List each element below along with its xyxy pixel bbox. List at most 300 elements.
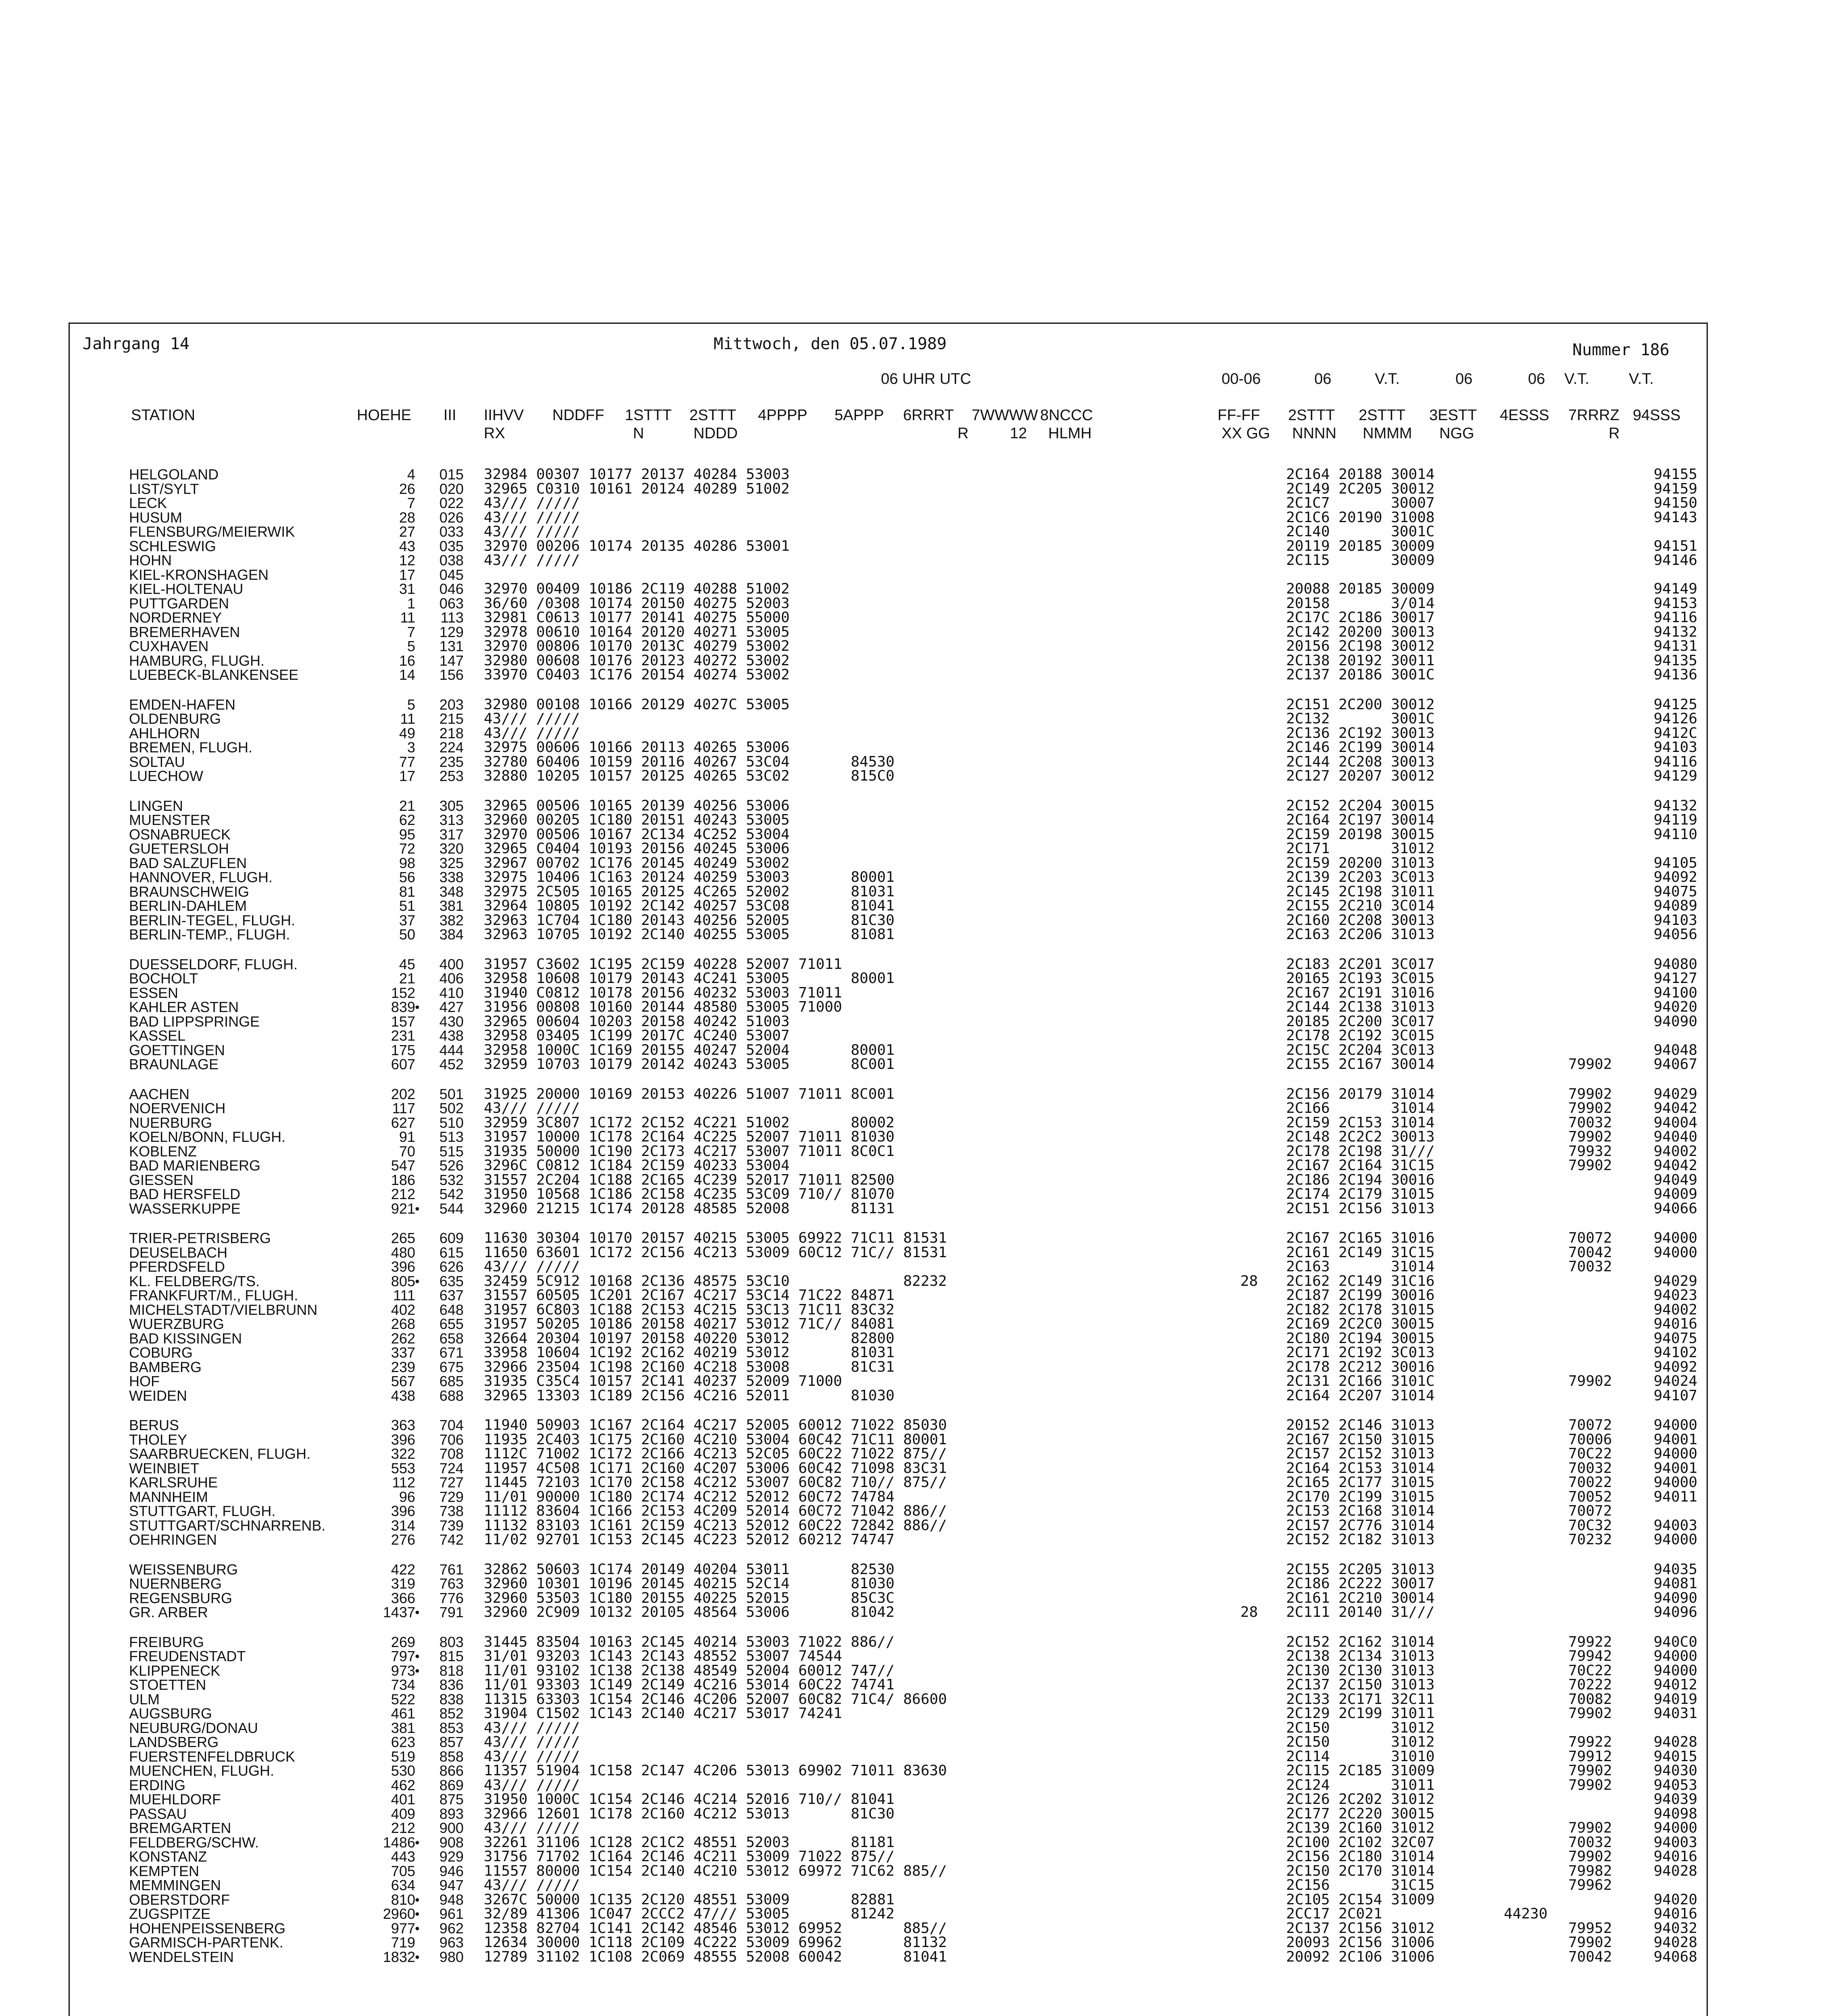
observation-groups: 32960 21215 1C174 20128 48585 52008 81131 [484, 1200, 895, 1217]
table-row [0, 1706, 1834, 1722]
station-height: 366 [391, 1589, 415, 1606]
observation-groups: 32965 C0310 10161 20124 40289 51002 [484, 480, 790, 497]
station-name: PASSAU [129, 1805, 187, 1822]
rrrz-value: 70032 [1568, 1258, 1612, 1275]
col-nddd: NDDD [693, 425, 738, 442]
table-row [0, 1562, 1834, 1578]
station-height: 43 [399, 537, 415, 554]
station-index: 510 [439, 1114, 464, 1131]
station-height: 14 [399, 666, 415, 683]
table-row [0, 481, 1834, 497]
sss-value: 94056 [1653, 926, 1697, 943]
temperature-groups: 2C155 2C205 31013 [1286, 1561, 1435, 1578]
table-row [0, 581, 1834, 597]
table-row [0, 999, 1834, 1015]
col-1sttt: 1STTT [625, 407, 672, 424]
station-index: 962 [439, 1920, 464, 1937]
station-height: 276 [391, 1531, 415, 1548]
station-name: KOBLENZ [129, 1143, 197, 1160]
station-name: BAD SALZUFLEN [129, 854, 247, 871]
temperature-groups: 2C171 2C192 3C013 [1286, 1344, 1435, 1361]
temperature-groups: 2C111 20140 31/// [1286, 1604, 1435, 1620]
table-row [0, 841, 1834, 857]
station-name: EMDEN-HAFEN [129, 696, 236, 713]
station-index: 852 [439, 1705, 464, 1722]
temperature-groups: 2C164 2C207 31014 [1286, 1387, 1435, 1404]
sss-value: 94089 [1653, 898, 1697, 914]
sss-value: 94136 [1653, 666, 1697, 683]
observation-groups: 32975 00606 10166 20113 40265 53006 [484, 739, 790, 756]
station-height: 111 [393, 1287, 415, 1304]
col-n: N [633, 425, 644, 442]
station-index: 317 [439, 826, 464, 843]
station-name: OEHRINGEN [129, 1531, 217, 1548]
rrrz-value: 70042 [1568, 1244, 1612, 1261]
station-name: STOETTEN [129, 1677, 206, 1693]
station-index: 046 [439, 581, 464, 597]
table-row [0, 1949, 1834, 1965]
table-row [0, 1373, 1834, 1389]
table-row [0, 855, 1834, 871]
temperature-groups: 2C155 2C210 3C014 [1286, 898, 1435, 914]
station-index: 637 [439, 1287, 464, 1304]
station-name: KL. FELDBERG/TS. [129, 1272, 260, 1289]
temperature-groups: 2C140 3001C [1286, 523, 1435, 540]
observation-groups: 32970 00409 10186 2C119 40288 51002 [484, 581, 790, 597]
station-height: 91 [399, 1129, 415, 1145]
observation-groups: 32965 13303 1C189 2C156 4C216 52011 81030 [484, 1387, 895, 1404]
station-index: 022 [439, 495, 464, 511]
station-index: 026 [439, 509, 464, 526]
station-height: 27 [399, 523, 415, 540]
station-height: 1486 [383, 1834, 415, 1851]
rrrz-value: 70072 [1568, 1503, 1612, 1519]
table-row [0, 1820, 1834, 1836]
observation-groups: 11357 51904 1C158 2C147 4C206 53013 69902 71011 83630 [484, 1762, 947, 1779]
sss-value: 94119 [1653, 812, 1697, 828]
sss-value: 94035 [1653, 1561, 1697, 1578]
station-index: 235 [439, 753, 464, 770]
station-index: 033 [439, 523, 464, 540]
station-index: 063 [439, 595, 464, 612]
station-name: BERLIN-DAHLEM [129, 898, 247, 914]
col-8nccc: 8NCCC [1040, 407, 1093, 424]
temperature-groups: 2C156 2C180 31014 [1286, 1848, 1435, 1865]
observation-groups: 11/02 92701 1C153 2C145 4C223 52012 60212 74747 [484, 1531, 895, 1548]
observation-groups: 32963 1C704 1C180 20143 40256 52005 81C30 [484, 912, 895, 929]
station-index: 761 [439, 1561, 464, 1578]
station-index: 156 [439, 666, 464, 683]
temperature-groups: 2C137 2C150 31013 [1286, 1677, 1435, 1693]
observation-groups: 43/// ///// [484, 1100, 580, 1116]
table-row [0, 1042, 1834, 1058]
station-name: NORDERNEY [129, 609, 222, 626]
table-row [0, 827, 1834, 843]
station-height: 5 [407, 638, 415, 654]
sss-value: 94135 [1653, 652, 1697, 669]
station-index: 113 [440, 609, 464, 626]
mountain-marker: • [415, 1605, 420, 1620]
observation-groups: 31935 50000 1C190 2C173 4C217 53007 71011 8C0C1 [484, 1143, 895, 1160]
station-name: BERLIN-TEGEL, FLUGH. [129, 912, 296, 929]
temperature-groups: 2C100 2C102 32C07 [1286, 1834, 1435, 1851]
temperature-groups: 2C159 2C153 31014 [1286, 1114, 1435, 1131]
date-label: Mittwoch, den 05.07.1989 [714, 335, 947, 353]
temperature-groups: 2C164 20188 30014 [1286, 466, 1435, 483]
rrrz-value: 70072 [1568, 1417, 1612, 1433]
temperature-groups: 2C152 2C162 31014 [1286, 1633, 1435, 1650]
sss-value: 94001 [1653, 1431, 1697, 1448]
station-height: 438 [391, 1387, 415, 1404]
temperature-groups: 2C177 2C220 30015 [1286, 1805, 1435, 1822]
observation-groups: 11112 83604 1C166 2C153 4C209 52014 60C72 71042 886// [484, 1503, 947, 1519]
observation-groups: 31957 6C803 1C188 2C153 4C215 53C13 71C11 83C32 [484, 1301, 895, 1318]
rrrz-value: 79952 [1568, 1920, 1612, 1937]
observation-groups: 31904 C1502 1C143 2C140 4C217 53017 74241 [484, 1705, 842, 1722]
station-name: MICHELSTADT/VIELBRUNN [129, 1301, 318, 1318]
temperature-groups: 2C178 2C212 30016 [1286, 1358, 1435, 1375]
sss-value: 94016 [1653, 1316, 1697, 1332]
station-height: 409 [391, 1805, 415, 1822]
sss-value: 94030 [1653, 1762, 1697, 1779]
sss-value: 94003 [1653, 1834, 1697, 1851]
station-name: GOETTINGEN [129, 1041, 225, 1058]
station-name: MEMMINGEN [129, 1877, 221, 1893]
station-name: LUECHOW [129, 768, 204, 784]
station-index: 869 [439, 1776, 464, 1793]
sss-value: 94024 [1653, 1373, 1697, 1389]
observation-groups: 32958 03405 1C199 2017C 4C240 53007 [484, 1027, 790, 1044]
station-height: 96 [399, 1488, 415, 1505]
station-index: 948 [439, 1891, 464, 1908]
observation-groups: 32970 00506 10167 2C134 4C252 53004 [484, 826, 790, 843]
station-index: 131 [439, 638, 464, 654]
station-height: 396 [391, 1258, 415, 1275]
station-index: 635 [439, 1272, 464, 1289]
col-5appp: 5APPP [835, 407, 884, 424]
sss-value: 94110 [1653, 826, 1697, 843]
col-7rrrz: 7RRRZ [1568, 407, 1620, 424]
observation-groups: 32958 1000C 1C169 20155 40247 52004 80001 [484, 1041, 895, 1058]
station-name: MUENSTER [129, 812, 211, 828]
observation-groups: 31/01 93203 1C143 2C143 48552 53007 74544 [484, 1648, 842, 1664]
table-row [0, 1648, 1834, 1664]
observation-groups: 43/// ///// [484, 1719, 580, 1736]
station-index: 444 [439, 1041, 464, 1058]
station-index: 791 [439, 1604, 464, 1620]
sss-value: 94028 [1653, 1934, 1697, 1951]
station-index: 542 [439, 1186, 464, 1202]
station-height: 70 [399, 1143, 415, 1160]
temperature-groups: 20165 2C193 3C015 [1286, 970, 1435, 987]
temperature-groups: 2C153 2C168 31014 [1286, 1503, 1435, 1519]
table-row [0, 725, 1834, 741]
station-index: 320 [439, 840, 464, 857]
station-height: 567 [391, 1373, 415, 1389]
station-name: BREMGARTEN [129, 1820, 231, 1836]
station-index: 857 [439, 1734, 464, 1750]
temperature-groups: 2C132 3001C [1286, 710, 1435, 727]
col-6rrrt: 6RRRT [903, 407, 954, 424]
temperature-groups: 2C166 31014 [1286, 1100, 1435, 1116]
table-row [0, 1734, 1834, 1750]
col-2sttt-c: 2STTT [1359, 407, 1406, 424]
temperature-groups: 20185 2C200 3C017 [1286, 1013, 1435, 1030]
station-index: 946 [439, 1862, 464, 1879]
station-height: 973 [391, 1662, 415, 1679]
sss-value: 94029 [1653, 1272, 1697, 1289]
station-index: 900 [439, 1820, 464, 1836]
station-height: 12 [399, 552, 415, 569]
temperature-groups: 2C174 2C179 31015 [1286, 1186, 1435, 1202]
temperature-groups: 2C157 2C776 31014 [1286, 1517, 1435, 1534]
station-name: OLDENBURG [129, 710, 221, 727]
rrrz-value: 79912 [1568, 1748, 1612, 1765]
rrrz-value: 70032 [1568, 1114, 1612, 1131]
observation-groups: 32981 C0613 10177 20141 40275 55000 [484, 609, 790, 626]
sss-value: 94000 [1653, 1244, 1697, 1261]
station-index: 739 [439, 1517, 464, 1534]
station-height: 112 [392, 1474, 415, 1491]
observation-groups: 31956 00808 10160 20144 48580 53005 71000 [484, 999, 842, 1015]
station-index: 513 [439, 1129, 464, 1145]
station-index: 348 [439, 883, 464, 900]
station-height: 11 [400, 609, 415, 626]
temperature-groups: 2C159 20198 30015 [1286, 826, 1435, 843]
observation-groups: 11650 63601 1C172 2C156 4C213 53009 60C12 71C// 81531 [484, 1244, 947, 1261]
sss-value: 94092 [1653, 1358, 1697, 1375]
observation-groups: 31940 C0812 10178 20156 40232 53003 71011 [484, 984, 842, 1001]
station-height: 461 [391, 1705, 415, 1722]
col-ffff: FF-FF [1218, 407, 1260, 424]
station-height: 719 [391, 1934, 415, 1951]
sss-value: 94048 [1653, 1041, 1697, 1058]
station-name: LIST/SYLT [129, 480, 199, 497]
station-name: BREMERHAVEN [129, 623, 240, 640]
temperature-groups: 2C167 2C191 31016 [1286, 984, 1435, 1001]
temperature-groups: 2C163 31014 [1286, 1258, 1435, 1275]
station-height: 607 [391, 1056, 415, 1073]
station-height: 231 [391, 1027, 415, 1044]
observation-groups: 31557 2C204 1C188 2C165 4C239 52017 71011 82500 [484, 1171, 895, 1188]
table-row [0, 1201, 1834, 1217]
observation-groups: 32980 00608 10176 20123 40272 53002 [484, 652, 790, 669]
temperature-groups: 2C131 2C166 3101C [1286, 1373, 1435, 1389]
station-index: 218 [439, 725, 464, 741]
temperature-groups: 2C136 2C192 30013 [1286, 725, 1435, 741]
rrrz-value: 70C22 [1568, 1662, 1612, 1679]
station-index: 400 [439, 956, 464, 973]
sss-value: 94011 [1653, 1488, 1697, 1505]
station-index: 875 [439, 1791, 464, 1808]
observation-groups: 32975 10406 1C163 20124 40259 53003 80001 [484, 869, 895, 885]
observation-groups: 33958 10604 1C192 2C162 40219 53012 81031 [484, 1344, 895, 1361]
station-name: PUTTGARDEN [129, 595, 229, 612]
observation-groups: 12789 31102 1C108 2C069 48555 52008 60042 81041 [484, 1948, 947, 1965]
temperature-groups: 2C187 2C199 30016 [1286, 1287, 1435, 1304]
temperature-groups: 2C126 2C202 31012 [1286, 1791, 1435, 1808]
station-name: OSNABRUECK [129, 826, 231, 843]
sss-value: 94096 [1653, 1604, 1697, 1620]
sss-value: 94105 [1653, 854, 1697, 871]
station-index: 706 [439, 1431, 464, 1448]
station-name: NUERBURG [129, 1114, 212, 1131]
station-name: ZUGSPITZE [129, 1906, 211, 1922]
observation-groups: 11957 4C508 1C171 2C160 4C207 53006 60C42 71098 83C31 [484, 1460, 947, 1477]
station-height: 623 [391, 1734, 415, 1750]
col-nmmm: NMMM [1363, 425, 1412, 442]
station-name: NUERNBERG [129, 1575, 222, 1592]
sss-value: 94129 [1653, 768, 1697, 784]
observation-groups: 32664 20304 10197 20158 40220 53012 82800 [484, 1330, 895, 1347]
station-height: 634 [391, 1877, 415, 1893]
sss-value: 94000 [1653, 1474, 1697, 1491]
station-name: WASSERKUPPE [129, 1200, 241, 1217]
rrrz-value: 79942 [1568, 1648, 1612, 1664]
station-index: 526 [439, 1157, 464, 1174]
station-name: STUTTGART/SCHNARRENB. [129, 1517, 326, 1534]
rrrz-value: 79922 [1568, 1633, 1612, 1650]
temperature-groups: 20152 2C146 31013 [1286, 1417, 1435, 1433]
station-height: 443 [391, 1848, 415, 1865]
station-name: AHLHORN [129, 725, 200, 741]
station-index: 410 [439, 984, 464, 1001]
table-row [0, 495, 1834, 511]
station-height: 337 [391, 1344, 415, 1361]
rrrz-value: 79902 [1568, 1373, 1612, 1389]
station-index: 815 [439, 1648, 464, 1664]
station-name: KARLSRUHE [129, 1474, 218, 1491]
table-row [0, 538, 1834, 554]
sss-value: 94149 [1653, 581, 1697, 597]
station-height: 11 [400, 710, 415, 727]
sss-value: 94103 [1653, 912, 1697, 929]
temperature-groups: 2C164 2C153 31014 [1286, 1460, 1435, 1477]
station-height: 381 [391, 1719, 415, 1736]
station-index: 015 [439, 466, 464, 483]
station-name: KONSTANZ [129, 1848, 207, 1865]
group-06-b: 06 [1455, 371, 1473, 387]
sss-value: 94159 [1653, 480, 1697, 497]
sss-value: 9412C [1653, 725, 1697, 741]
station-index: 035 [439, 537, 464, 554]
sss-value: 94019 [1653, 1691, 1697, 1708]
rrrz-value: 70022 [1568, 1474, 1612, 1491]
rrrz-value: 79902 [1568, 1762, 1612, 1779]
station-name: HELGOLAND [129, 466, 219, 483]
sss-value: 94107 [1653, 1387, 1697, 1404]
station-name: DEUSELBACH [129, 1244, 228, 1261]
sss-value: 94081 [1653, 1575, 1697, 1592]
station-height: 553 [391, 1460, 415, 1477]
table-row [0, 1028, 1834, 1044]
table-row [0, 711, 1834, 727]
table-row [0, 667, 1834, 683]
station-name: KIEL-KRONSHAGEN [129, 566, 269, 583]
observation-groups: 36/60 /0308 10174 20150 40275 52003 [484, 595, 790, 612]
station-height: 396 [391, 1503, 415, 1519]
rrrz-value: 79932 [1568, 1143, 1612, 1160]
observation-groups: 11315 63303 1C154 2C146 4C206 52007 60C82 71C4/ 86600 [484, 1691, 947, 1708]
issue-number: Nummer 186 [1572, 341, 1670, 359]
table-row [0, 1417, 1834, 1433]
station-name: KEMPTEN [129, 1862, 200, 1879]
table-row [0, 812, 1834, 828]
observation-groups: 32958 10608 10179 20143 4C241 53005 80001 [484, 970, 895, 987]
table-row [0, 1806, 1834, 1822]
station-height: 31 [399, 581, 415, 597]
temperature-groups: 2C1C6 20190 31008 [1286, 509, 1435, 526]
sss-value: 94146 [1653, 552, 1697, 569]
station-height: 522 [391, 1691, 415, 1708]
observation-groups: 43/// ///// [484, 1748, 580, 1765]
station-index: 980 [439, 1948, 464, 1965]
observation-groups: 32965 00506 10165 20139 40256 53006 [484, 797, 790, 814]
sss-value: 94042 [1653, 1157, 1697, 1174]
col-nddff: NDDFF [552, 407, 604, 424]
observation-groups: 32980 00108 10166 20129 4027C 53005 [484, 696, 790, 713]
sss-value: 94131 [1653, 638, 1697, 654]
rrrz-value: 79922 [1568, 1734, 1612, 1750]
temperature-groups: 2C137 20186 3001C [1286, 666, 1435, 683]
sss-value: 94155 [1653, 466, 1697, 483]
rrrz-value: 70032 [1568, 1460, 1612, 1477]
station-name: BAD LIPPSPRINGE [129, 1013, 260, 1030]
station-name: BRAUNLAGE [129, 1056, 219, 1073]
station-name: STUTTGART, FLUGH. [129, 1503, 276, 1519]
observation-groups: 32965 C0404 10193 20156 40245 53006 [484, 840, 790, 857]
station-height: 212 [391, 1186, 415, 1202]
table-row [0, 1158, 1834, 1174]
table-row [0, 1345, 1834, 1361]
table-row [0, 1663, 1834, 1679]
table-row [0, 1316, 1834, 1332]
col-4esss: 4ESSS [1500, 407, 1549, 424]
mountain-marker: • [415, 1663, 420, 1678]
temperature-groups: 2C169 2C2C0 30015 [1286, 1316, 1435, 1332]
table-row [0, 1532, 1834, 1548]
observation-groups: 32960 53503 1C180 20155 40225 52015 85C3C [484, 1589, 895, 1606]
observation-groups: 1112C 71002 1C172 2C166 4C213 52C05 60C22 71022 875// [484, 1445, 947, 1462]
observation-groups: 32970 00806 10170 2013C 40279 53002 [484, 638, 790, 654]
station-height: 77 [399, 753, 415, 770]
col-r-a: R [958, 425, 969, 442]
station-name: ERDING [129, 1776, 186, 1793]
temperature-groups: 2C129 2C199 31011 [1286, 1705, 1435, 1722]
rrrz-value: 79902 [1568, 1085, 1612, 1102]
observation-groups: 31957 C3602 1C195 2C159 40228 52007 71011 [484, 956, 842, 973]
station-index: 688 [439, 1387, 464, 1404]
station-name: BAD HERSFELD [129, 1186, 241, 1202]
sss-value: 94002 [1653, 1301, 1697, 1318]
station-height: 186 [391, 1171, 415, 1188]
station-name: BAD MARIENBERG [129, 1157, 261, 1174]
rrrz-value: 70222 [1568, 1677, 1612, 1693]
col-7wwww: 7WWWW [972, 407, 1038, 424]
station-name: WEINBIET [129, 1460, 200, 1477]
table-row [0, 869, 1834, 885]
observation-groups: 11630 30304 10170 20157 40215 53005 69922 71C11 81531 [484, 1230, 947, 1246]
temperature-groups: 2C115 2C185 31009 [1286, 1762, 1435, 1779]
station-height: 519 [391, 1748, 415, 1765]
station-index: 803 [439, 1633, 464, 1650]
station-index: 305 [439, 797, 464, 814]
table-row [0, 1129, 1834, 1145]
station-name: BREMEN, FLUGH. [129, 739, 253, 756]
rrrz-value: 70232 [1568, 1531, 1612, 1548]
table-row [0, 739, 1834, 756]
station-name: AACHEN [129, 1085, 190, 1102]
